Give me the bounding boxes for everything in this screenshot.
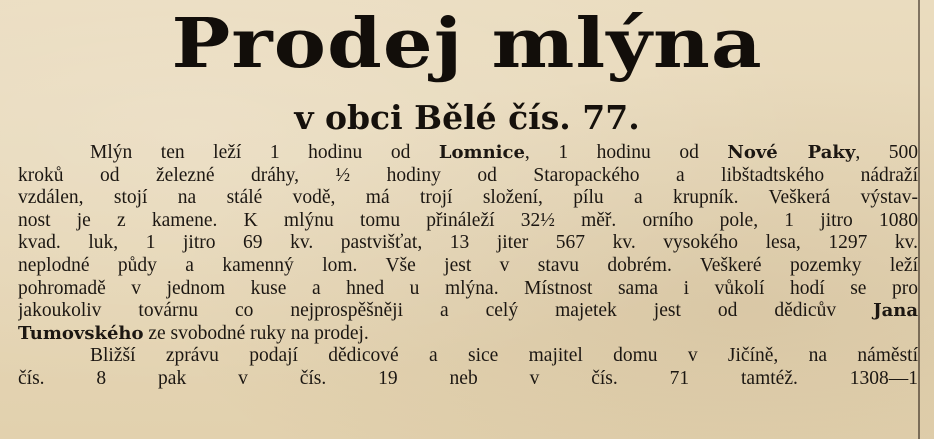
advertisement-subheadline: v obci Bělé čís. 77.	[294, 98, 640, 137]
text-line: Bližší zprávu podají dědicové a sice majitel domu v Jičíně, na náměstí	[90, 345, 918, 367]
text-line: pohromadě v jednom kuse a hned u mlýna. Místnost sama i vůkolí hodí se pro	[18, 277, 918, 299]
bold-name: Nové Paky	[727, 142, 856, 163]
text-line: kvad. luk, 1 jitro 69 kv. pastvišťat, 13 jiter 567 kv. vysokého lesa, 1297 kv.	[18, 232, 918, 254]
bold-name: Tumovského	[18, 322, 144, 344]
bold-name: Jana	[873, 300, 918, 322]
text-line: Mlýn ten leží 1 hodinu od Lomnice, 1 hodinu od Nové Paky, 500	[90, 142, 918, 163]
text-line: jakoukoliv továrnu co nejprospěšněji a celý majetek jest od dědicův Jana	[18, 300, 918, 322]
text-line: kroků od železné dráhy, ½ hodiny od Staropackého a libštadtského nádraží	[18, 164, 918, 186]
bold-name: Lomnice	[438, 142, 525, 163]
paragraph-2	[18, 345, 918, 390]
paragraph-1	[18, 142, 918, 345]
advertisement-headline: Prodej mlýna	[171, 4, 763, 84]
text-line: Tumovského ze svobodné ruky na prodej.	[18, 322, 369, 344]
text-line: nost je z kamene. K mlýnu tomu přináleží 32½ měř. orního pole, 1 jitro 1080	[18, 209, 918, 231]
text-line: vzdálen, stojí na stálé vodě, má trojí složení, pílu a krupník. Veškerá výstav-	[18, 187, 918, 209]
text-line: čís. 8 pak v čís. 19 neb v čís. 71 tamtéž. 1308—1	[18, 367, 918, 389]
advertisement-body	[18, 142, 918, 391]
text-line: neplodné půdy a kamenný lom. Vše jest v stavu dobrém. Veškeré pozemky leží	[18, 254, 918, 276]
